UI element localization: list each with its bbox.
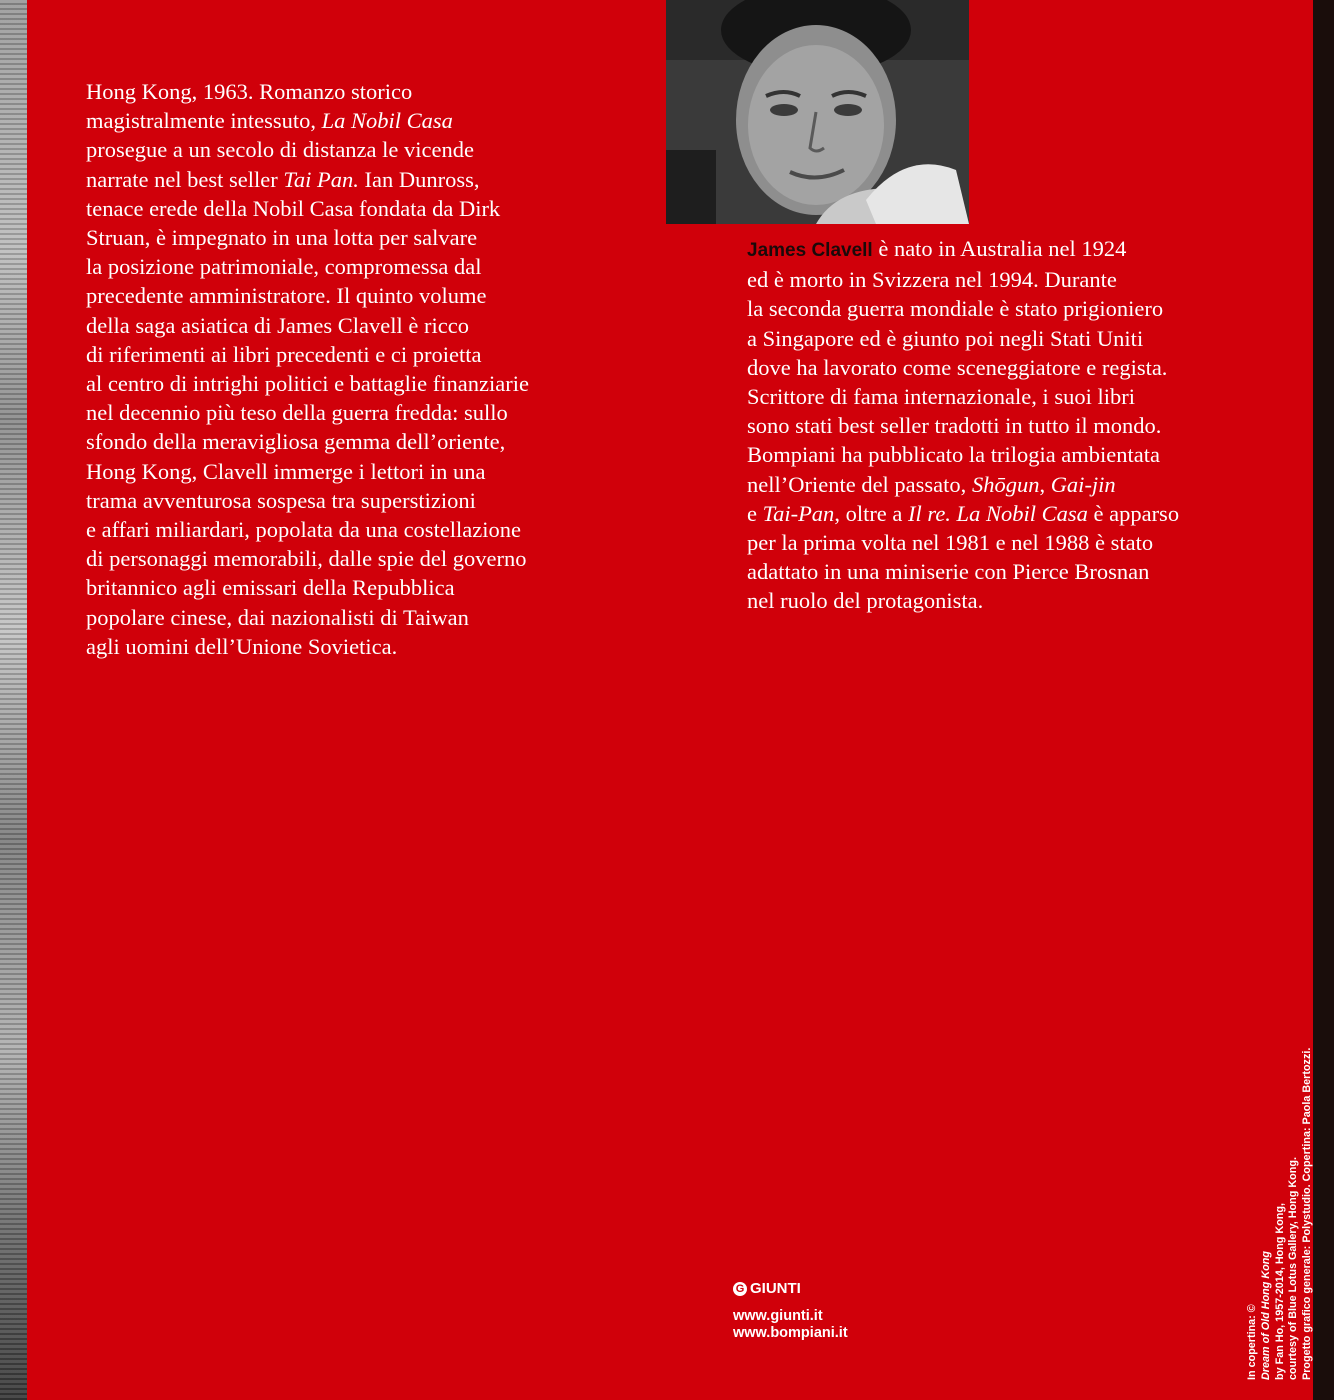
bio-line: dove ha lavorato come sceneggiatore e regista. (747, 354, 1168, 380)
cover-photo-edge (0, 0, 27, 1400)
blurb-line: Struan, è impegnato in una lotta per salvare (86, 225, 478, 251)
bio-line: Scrittore di fama internazionale, i suoi libri (747, 384, 1136, 410)
bio-line: sono stati best seller tradotti in tutto il mondo. (747, 413, 1162, 439)
book-blurb (86, 77, 596, 661)
blurb-line: narrate nel best seller Tai Pan. Ian Dunross, (86, 166, 480, 192)
author-photo (666, 0, 969, 224)
blurb-line: magistralmente intessuto, La Nobil Casa (86, 108, 453, 134)
blurb-line: tenace erede della Nobil Casa fondata da Dirk (86, 195, 501, 221)
bio-line: James Clavell è nato in Australia nel 1924 (747, 236, 1127, 261)
blurb-line: di riferimenti ai libri precedenti e ci proietta (86, 341, 482, 367)
bio-line: per la prima volta nel 1981 e nel 1988 è stato (747, 530, 1154, 556)
blurb-line: precedente amministratore. Il quinto volume (86, 283, 487, 309)
bio-line: Bompiani ha pubblicato la trilogia ambientata (747, 442, 1161, 468)
bio-line: la seconda guerra mondiale è stato prigioniero (747, 296, 1164, 322)
publisher-url-giunti[interactable]: www.giunti.it (733, 1308, 823, 1324)
credit-line: courtesy of Blue Lotus Gallery, Hong Kong. (1287, 1157, 1300, 1380)
blurb-line: di personaggi memorabili, dalle spie del governo (86, 546, 527, 572)
blurb-line: e affari miliardari, popolata da una costellazione (86, 517, 522, 543)
author-bio (747, 234, 1267, 616)
blurb-line: al centro di intrighi politici e battaglie finanziarie (86, 371, 529, 397)
bio-line: nel ruolo del protagonista. (747, 588, 984, 614)
blurb-line: agli uomini dell’Unione Sovietica. (86, 633, 398, 659)
blurb-line: nel decennio più teso della guerra fredda: sullo (86, 400, 508, 426)
blurb-line: britannico agli emissari della Repubblica (86, 575, 455, 601)
bio-line: ed è morto in Svizzera nel 1994. Durante (747, 267, 1117, 293)
bio-line: nell’Oriente del passato, Shōgun, Gai-jin (747, 471, 1116, 497)
blurb-line: la posizione patrimoniale, compromessa dal (86, 254, 482, 280)
giunti-logo-icon: G (733, 1282, 747, 1296)
blurb-line: Hong Kong, Clavell immerge i lettori in una (86, 458, 486, 484)
author-name: James Clavell (747, 240, 873, 261)
publisher-logo (733, 1280, 848, 1297)
bio-line: a Singapore ed è giunto poi negli Stati Uniti (747, 325, 1144, 351)
credit-line: In copertina: © Dream of Old Hong Kong by Fan Ho, 1957-2014, Hong Kong, (1246, 1203, 1286, 1380)
credit-line: Progetto grafico generale: Polystudio. Copertina: Paola Bertozzi. (1301, 1047, 1314, 1380)
blurb-line: sfondo della meravigliosa gemma dell’oriente, (86, 429, 506, 455)
publisher-url-bompiani[interactable]: www.bompiani.it (733, 1325, 848, 1341)
blurb-line: Hong Kong, 1963. Romanzo storico (86, 79, 413, 104)
spine-edge (1313, 0, 1334, 1400)
blurb-line: della saga asiatica di James Clavell è ricco (86, 312, 469, 338)
blurb-line: popolare cinese, dai nazionalisti di Taiwan (86, 604, 469, 630)
author-portrait-illustration (666, 0, 969, 224)
blurb-line: prosegue a un secolo di distanza le vicende (86, 137, 474, 163)
bio-line: e Tai-Pan, oltre a Il re. La Nobil Casa è apparso (747, 500, 1180, 526)
publisher-name: GIUNTI (750, 1280, 801, 1297)
publisher-block (733, 1280, 848, 1342)
bio-line: adattato in una miniserie con Pierce Brosnan (747, 559, 1150, 585)
cover-credits (1246, 940, 1315, 1380)
blurb-line: trama avventurosa sospesa tra superstizioni (86, 487, 476, 513)
